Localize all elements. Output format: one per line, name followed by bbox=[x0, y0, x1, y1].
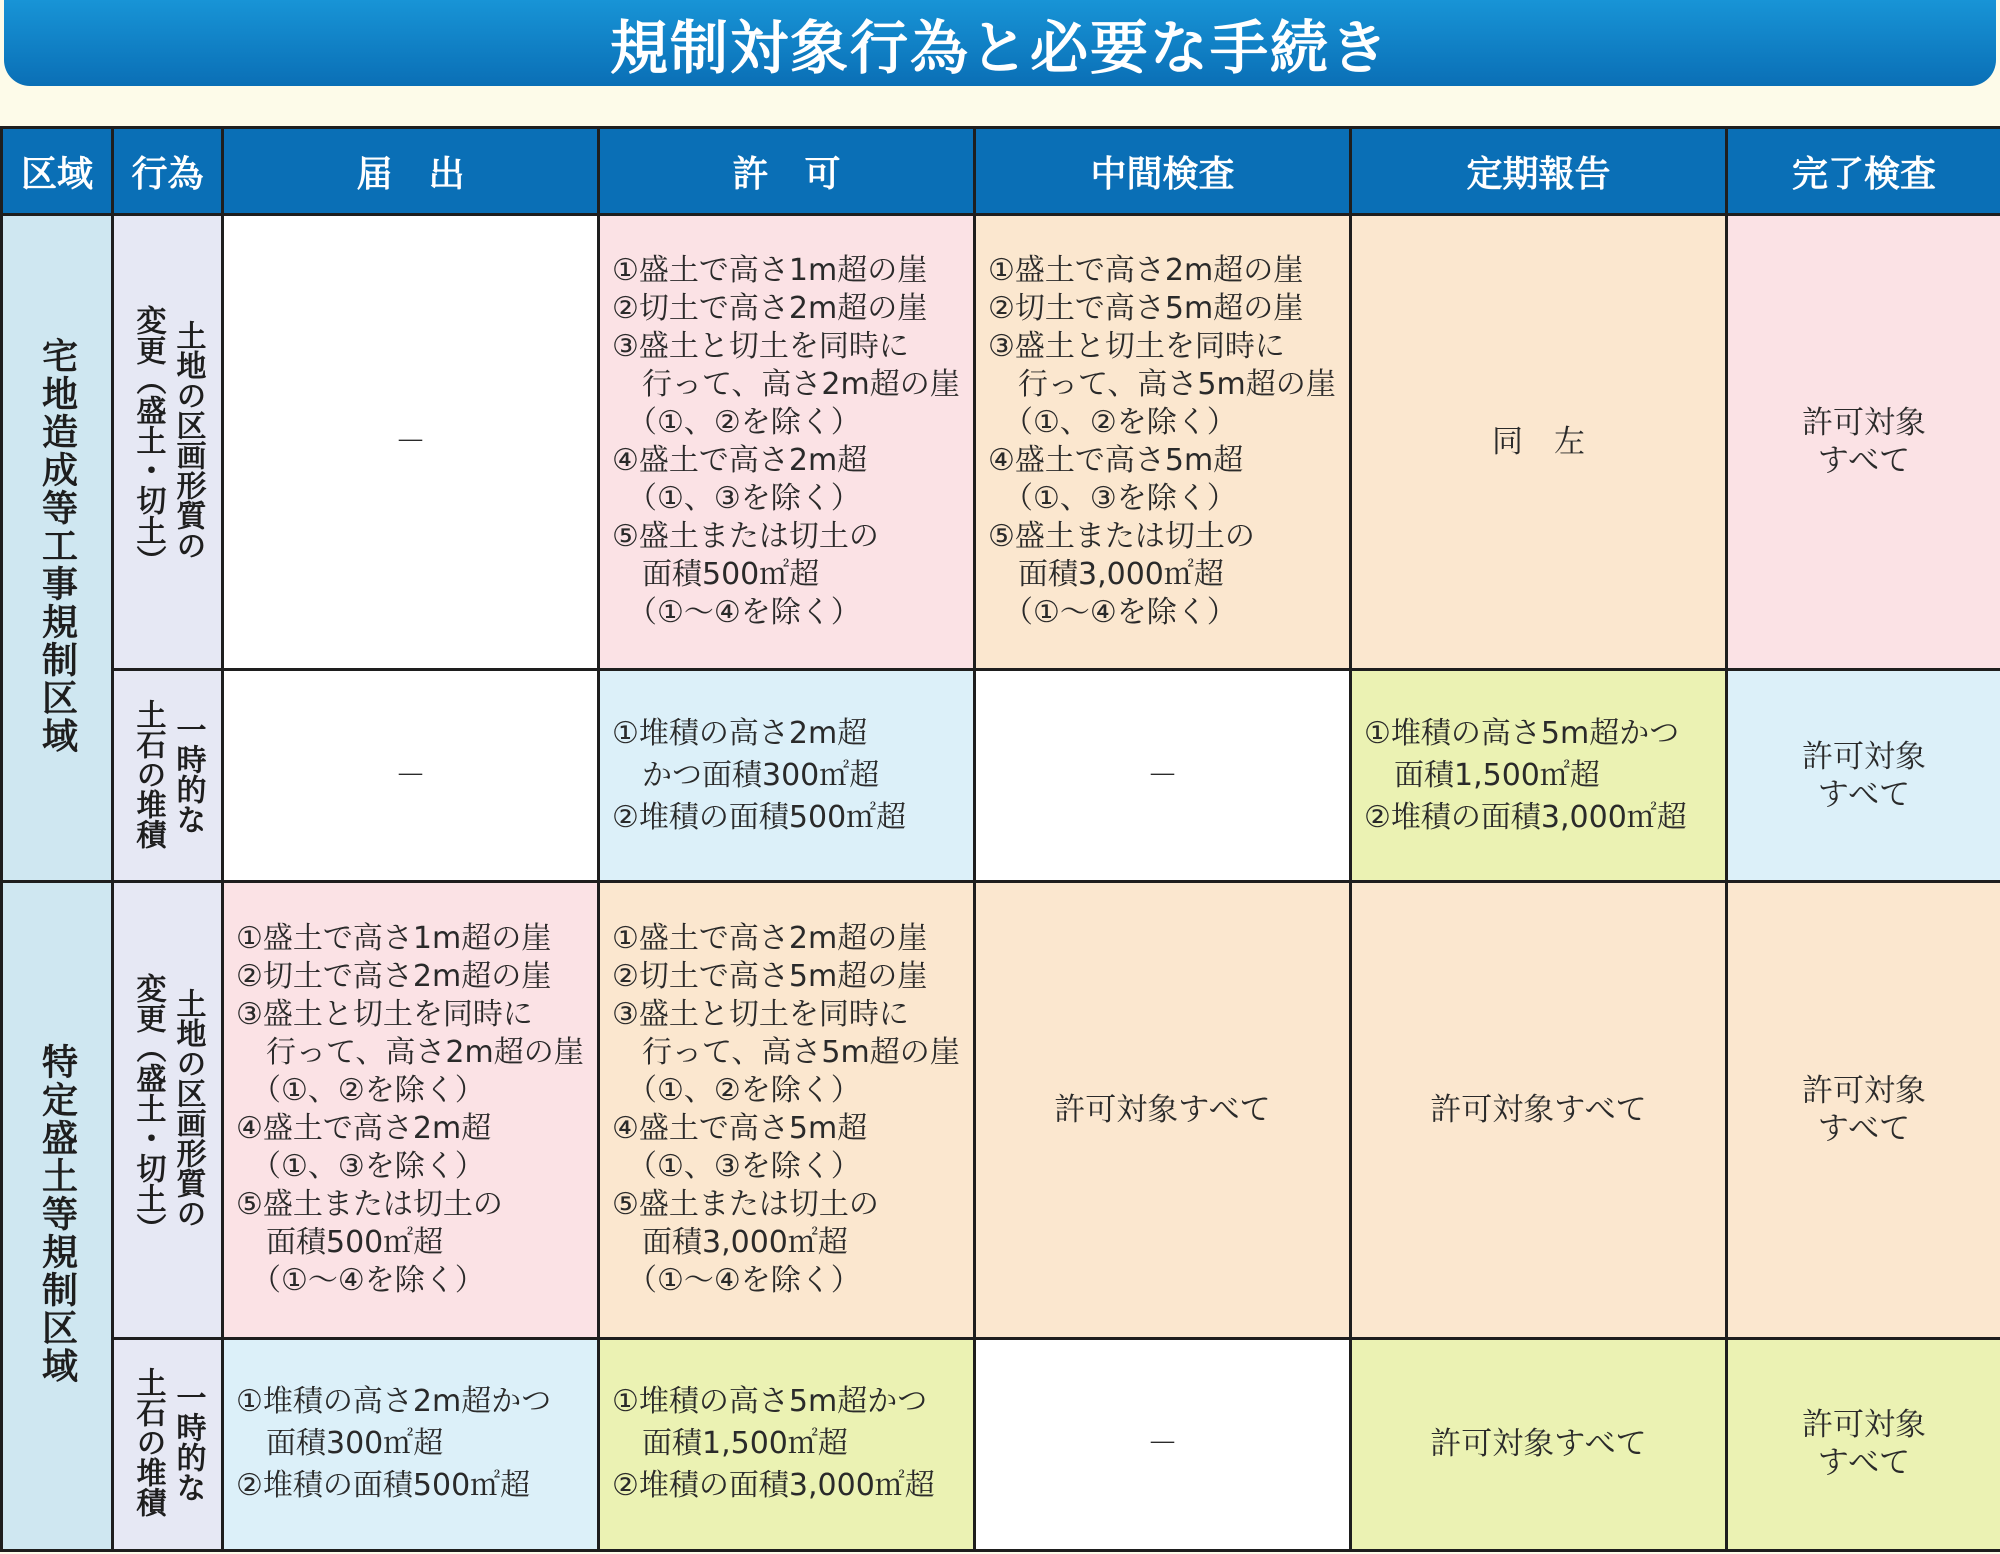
list-item: ②堆積の面積500㎡超 bbox=[612, 799, 907, 835]
list-item: 行って、高さ2m超の崖 bbox=[612, 367, 960, 402]
cell-text: 許可対象すべて bbox=[1430, 1426, 1647, 1463]
list-item: ③盛土と切土を同時に bbox=[236, 996, 533, 1032]
list-item: ②切土で高さ2m超の崖 bbox=[612, 291, 928, 326]
list-item: 面積3,000㎡超 bbox=[612, 1224, 848, 1260]
list-item: 行って、高さ5m超の崖 bbox=[988, 367, 1336, 402]
kanryo-cell bbox=[1727, 670, 2000, 882]
kyoka-cell bbox=[599, 215, 975, 670]
list-item: 面積1,500㎡超 bbox=[1364, 757, 1600, 793]
list-item: ①堆積の高さ5m超かつ bbox=[612, 1384, 928, 1420]
cell-text: － bbox=[1147, 1426, 1178, 1463]
list-item: ②堆積の面積3,000㎡超 bbox=[1364, 799, 1687, 835]
kyoka-cell bbox=[599, 1338, 975, 1551]
act-label: 土地の区画形質の 変更（盛土・切土） bbox=[130, 972, 206, 1243]
zone-label: 特定盛土等規制区域 bbox=[36, 1043, 78, 1386]
cell-text: 許可対象 すべて bbox=[1802, 1407, 1926, 1482]
todokede-cell bbox=[223, 882, 599, 1338]
table-row bbox=[2, 215, 2000, 670]
list-item: （①～④を除く） bbox=[612, 595, 861, 630]
act-cell bbox=[113, 882, 223, 1338]
list-item: （①、②を除く） bbox=[236, 1072, 485, 1108]
page-title: 規制対象行為と必要な手続き bbox=[609, 14, 1390, 82]
list-item: ①堆積の高さ5m超かつ bbox=[1364, 715, 1680, 751]
act-cell bbox=[113, 215, 223, 670]
list-item: ⑤盛土または切土の bbox=[612, 519, 879, 554]
list-item: ②切土で高さ5m超の崖 bbox=[612, 958, 928, 994]
list-item: 面積3,000㎡超 bbox=[988, 557, 1224, 592]
teiki-cell bbox=[1351, 215, 1727, 670]
todokede-cell bbox=[223, 215, 599, 670]
regulation-table bbox=[0, 126, 2000, 1552]
list-item: ①盛土で高さ1m超の崖 bbox=[236, 920, 552, 956]
list-item: 行って、高さ5m超の崖 bbox=[612, 1034, 960, 1070]
kanryo-cell bbox=[1727, 882, 2000, 1338]
header-act: 行為 bbox=[113, 128, 223, 215]
header-row bbox=[2, 128, 2000, 215]
todokede-cell bbox=[223, 1338, 599, 1551]
list-item: （①～④を除く） bbox=[236, 1262, 485, 1298]
teiki-cell bbox=[1351, 670, 1727, 882]
table-row bbox=[2, 882, 2000, 1338]
table-row bbox=[2, 1338, 2000, 1551]
act-cell bbox=[113, 1338, 223, 1551]
cell-text: 同 左 bbox=[1492, 424, 1585, 460]
act-label: 土地の区画形質の 変更（盛土・切土） bbox=[130, 305, 206, 575]
list-item: （①、③を除く） bbox=[988, 481, 1237, 516]
list-item: ④盛土で高さ5m超 bbox=[988, 443, 1244, 478]
list-item: （①、②を除く） bbox=[612, 405, 861, 440]
teiki-cell bbox=[1351, 882, 1727, 1338]
list-item: ①盛土で高さ2m超の崖 bbox=[988, 253, 1304, 288]
list-item: ③盛土と切土を同時に bbox=[612, 329, 909, 364]
list-item: ②切土で高さ2m超の崖 bbox=[236, 958, 552, 994]
chukan-cell bbox=[975, 882, 1351, 1338]
list-item: 面積300㎡超 bbox=[236, 1426, 444, 1462]
list-item: かつ面積300㎡超 bbox=[612, 757, 880, 793]
kanryo-cell bbox=[1727, 1338, 2000, 1551]
list-item: ④盛土で高さ2m超 bbox=[612, 443, 868, 478]
cell-text: 許可対象 すべて bbox=[1802, 405, 1926, 479]
kyoka-cell bbox=[599, 670, 975, 882]
header-todokede: 届 出 bbox=[223, 128, 599, 215]
act-label: 一時的な 土石の堆積 bbox=[130, 698, 206, 849]
list-item: 面積1,500㎡超 bbox=[612, 1426, 848, 1462]
title-bar bbox=[4, 0, 1996, 86]
header-zone: 区域 bbox=[2, 128, 113, 215]
todokede-cell bbox=[223, 670, 599, 882]
cell-text: 許可対象すべて bbox=[1430, 1091, 1647, 1128]
cell-text: 許可対象 すべて bbox=[1802, 738, 1926, 813]
list-item: （①～④を除く） bbox=[988, 595, 1237, 630]
list-item: （①、③を除く） bbox=[612, 1148, 861, 1184]
table-row bbox=[2, 670, 2000, 882]
list-item: （①～④を除く） bbox=[612, 1262, 861, 1298]
header-chukan: 中間検査 bbox=[975, 128, 1351, 215]
list-item: ①堆積の高さ2m超 bbox=[612, 715, 868, 751]
header-kyoka: 許 可 bbox=[599, 128, 975, 215]
list-item: ③盛土と切土を同時に bbox=[988, 329, 1285, 364]
cell-text: － bbox=[395, 757, 426, 794]
zone-cell-takuchi bbox=[2, 215, 113, 882]
teiki-cell bbox=[1351, 1338, 1727, 1551]
chukan-cell bbox=[975, 670, 1351, 882]
list-item: ⑤盛土または切土の bbox=[612, 1186, 879, 1222]
list-item: （①、②を除く） bbox=[988, 405, 1237, 440]
list-item: ④盛土で高さ2m超 bbox=[236, 1110, 492, 1146]
zone-cell-tokutei bbox=[2, 882, 113, 1551]
list-item: ②堆積の面積3,000㎡超 bbox=[612, 1468, 935, 1504]
list-item: ①堆積の高さ2m超かつ bbox=[236, 1384, 552, 1420]
list-item: （①、③を除く） bbox=[612, 481, 861, 516]
kyoka-cell bbox=[599, 882, 975, 1338]
header-teiki: 定期報告 bbox=[1351, 128, 1727, 215]
list-item: （①、③を除く） bbox=[236, 1148, 485, 1184]
act-cell bbox=[113, 670, 223, 882]
header-kanryo: 完了検査 bbox=[1727, 128, 2000, 215]
list-item: ①盛土で高さ1m超の崖 bbox=[612, 253, 928, 288]
chukan-cell bbox=[975, 215, 1351, 670]
cell-text: － bbox=[1147, 757, 1178, 794]
list-item: ②切土で高さ5m超の崖 bbox=[988, 291, 1304, 326]
list-item: ⑤盛土または切土の bbox=[988, 519, 1255, 554]
list-item: 面積500㎡超 bbox=[236, 1224, 444, 1260]
act-label: 一時的な 土石の堆積 bbox=[130, 1367, 206, 1518]
list-item: 行って、高さ2m超の崖 bbox=[236, 1034, 584, 1070]
list-item: 面積500㎡超 bbox=[612, 557, 820, 592]
cell-text: － bbox=[395, 424, 426, 460]
cell-text: 許可対象 すべて bbox=[1802, 1072, 1926, 1147]
list-item: ①盛土で高さ2m超の崖 bbox=[612, 920, 928, 956]
cell-text: 許可対象すべて bbox=[1054, 1091, 1271, 1128]
list-item: ⑤盛土または切土の bbox=[236, 1186, 503, 1222]
list-item: ③盛土と切土を同時に bbox=[612, 996, 909, 1032]
zone-label: 宅地造成等工事規制区域 bbox=[36, 337, 78, 756]
chukan-cell bbox=[975, 1338, 1351, 1551]
kanryo-cell bbox=[1727, 215, 2000, 670]
list-item: ④盛土で高さ5m超 bbox=[612, 1110, 868, 1146]
list-item: ②堆積の面積500㎡超 bbox=[236, 1468, 531, 1504]
list-item: （①、②を除く） bbox=[612, 1072, 861, 1108]
